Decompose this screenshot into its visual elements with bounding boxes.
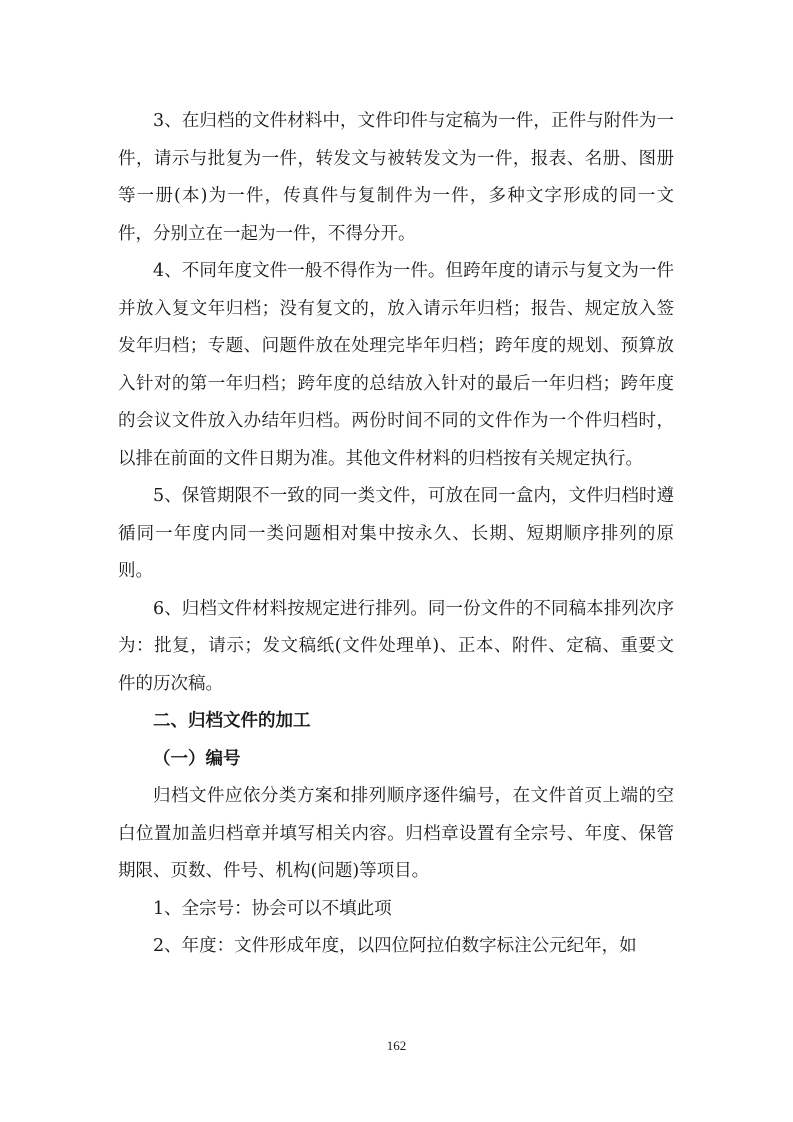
- section-heading: 二、归档文件的加工: [153, 711, 311, 731]
- page-number: 162: [386, 1038, 407, 1053]
- paragraph-item-4: 4、不同年度文件一般不得作为一件。但跨年度的请示与复文为一件并放入复文年归档；没有复文的，放入请示年归档；报告、规定放入签发年归档；专题、问题件放在处理完毕年归档；跨年度的规划、预算放入针对的第一年归档；跨年度的总结放入针对的最后一年归档；跨年度的会议文件放入办结年归档。两份时间不同的文件作为一个件归档时，以排在前面的文件日期为准。其他文件材料的归档按有关规定执行。: [118, 261, 674, 469]
- document-body: [118, 103, 674, 966]
- paragraph-item-3: 3、在归档的文件材料中，文件印件与定稿为一件，正件与附件为一件，请示与批复为一件，转发文与被转发文为一件，报表、名册、图册等一册(本)为一件，传真件与复制件为一件，多种文字形成的同一文件，分别立在一起为一件，不得分开。: [118, 111, 674, 244]
- paragraph-numbering: 归档文件应依分类方案和排列顺序逐件编号，在文件首页上端的空白位置加盖归档章并填写相关内容。归档章设置有全宗号、年度、保管期限、页数、件号、机构(问题)等项目。: [118, 786, 674, 881]
- paragraph-field-2: 2、年度：文件形成年度，以四位阿拉伯数字标注公元纪年，如: [153, 936, 637, 956]
- paragraph-item-6: 6、归档文件材料按规定进行排列。同一份文件的不同稿本排列次序为：批复，请示；发文稿纸(文件处理单)、正本、附件、定稿、重要文件的历次稿。: [118, 598, 674, 694]
- paragraph-field-1: 1、全宗号：协会可以不填此项: [153, 898, 392, 919]
- paragraph-item-5: 5、保管期限不一致的同一类文件，可放在同一盒内，文件归档时遵循同一年度内同一类问题相对集中按永久、长期、短期顺序排列的原则。: [118, 486, 674, 581]
- subsection-heading: （一）编号: [153, 748, 241, 769]
